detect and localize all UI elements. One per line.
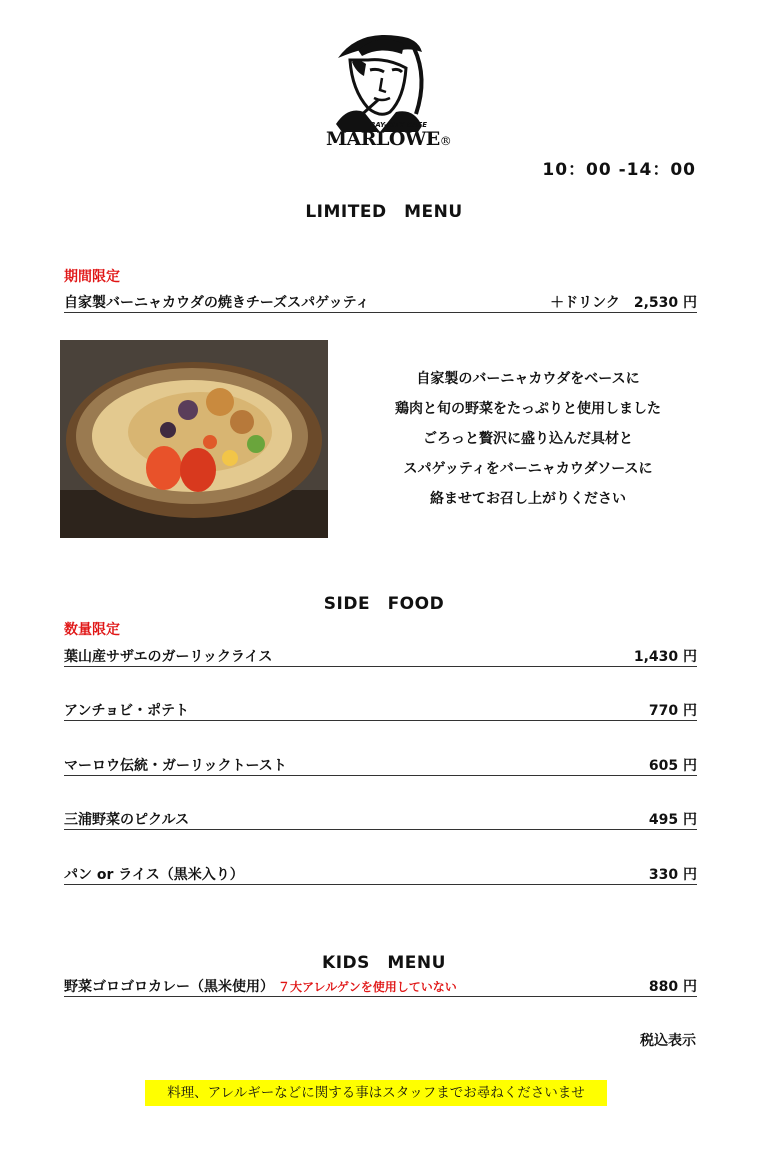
logo-tagline: BAY-CITY CAFE bbox=[370, 121, 428, 129]
item-name: マーロウ伝統・ガーリックトースト bbox=[64, 758, 287, 774]
allergy-notice: 料理、アレルギーなどに関する事はスタッフまでお尋ねくださいませ bbox=[145, 1080, 607, 1106]
limited-period-label: 期間限定 bbox=[64, 269, 120, 285]
item-name: 三浦野菜のピクルス bbox=[64, 812, 190, 828]
item-price: 880 円 bbox=[648, 979, 697, 995]
opening-hours: 10：00 -14：00 bbox=[542, 160, 696, 180]
registered-mark: ® bbox=[439, 134, 452, 148]
side-food-item bbox=[64, 864, 697, 885]
side-food-item bbox=[64, 700, 697, 721]
logo-brand: MARLOWE bbox=[326, 128, 440, 150]
description-line: ごろっと贅沢に盛り込んだ具材と bbox=[423, 431, 633, 447]
description-line: 自家製のバーニャカウダをベースに bbox=[416, 371, 640, 387]
description-line: 鶏肉と旬の野菜をたっぷりと使用しました bbox=[395, 401, 661, 417]
kids-menu-item bbox=[64, 976, 697, 997]
side-food-title: SIDE FOOD bbox=[323, 594, 445, 614]
side-food-item bbox=[64, 646, 697, 667]
side-food-item bbox=[64, 755, 697, 776]
description-line: 絡ませてお召し上がりください bbox=[430, 491, 626, 507]
item-price: 1,430 円 bbox=[633, 649, 697, 665]
limited-item-description bbox=[352, 364, 704, 514]
description-line: スパゲッティをバーニャカウダソースに bbox=[403, 461, 653, 477]
item-name: アンチョビ・ポテト bbox=[64, 703, 190, 719]
kids-menu-title: KIDS MENU bbox=[322, 953, 446, 973]
item-price: ＋ドリンク 2,530 円 bbox=[550, 295, 697, 311]
item-price: 605 円 bbox=[648, 758, 697, 774]
side-food-item bbox=[64, 809, 697, 830]
item-name: 野菜ゴロゴロカレー（黒米使用） bbox=[64, 979, 274, 995]
tax-included-note: 税込表示 bbox=[640, 1033, 696, 1049]
pasta-dish-photo bbox=[60, 340, 328, 538]
allergen-note: ７大アレルゲンを使用していない bbox=[278, 980, 457, 994]
item-price: 330 円 bbox=[648, 867, 697, 883]
item-name: 自家製バーニャカウダの焼きチーズスパゲッティ bbox=[64, 295, 370, 311]
marlowe-logo bbox=[318, 28, 452, 154]
item-name: パン or ライス（黒米入り） bbox=[64, 867, 244, 883]
limited-menu-title: LIMITED MENU bbox=[305, 202, 463, 222]
item-price: 770 円 bbox=[648, 703, 697, 719]
limited-quantity-label: 数量限定 bbox=[64, 622, 120, 638]
item-name: 葉山産サザエのガーリックライス bbox=[64, 649, 273, 665]
limited-menu-item bbox=[64, 292, 697, 313]
item-price: 495 円 bbox=[648, 812, 697, 828]
